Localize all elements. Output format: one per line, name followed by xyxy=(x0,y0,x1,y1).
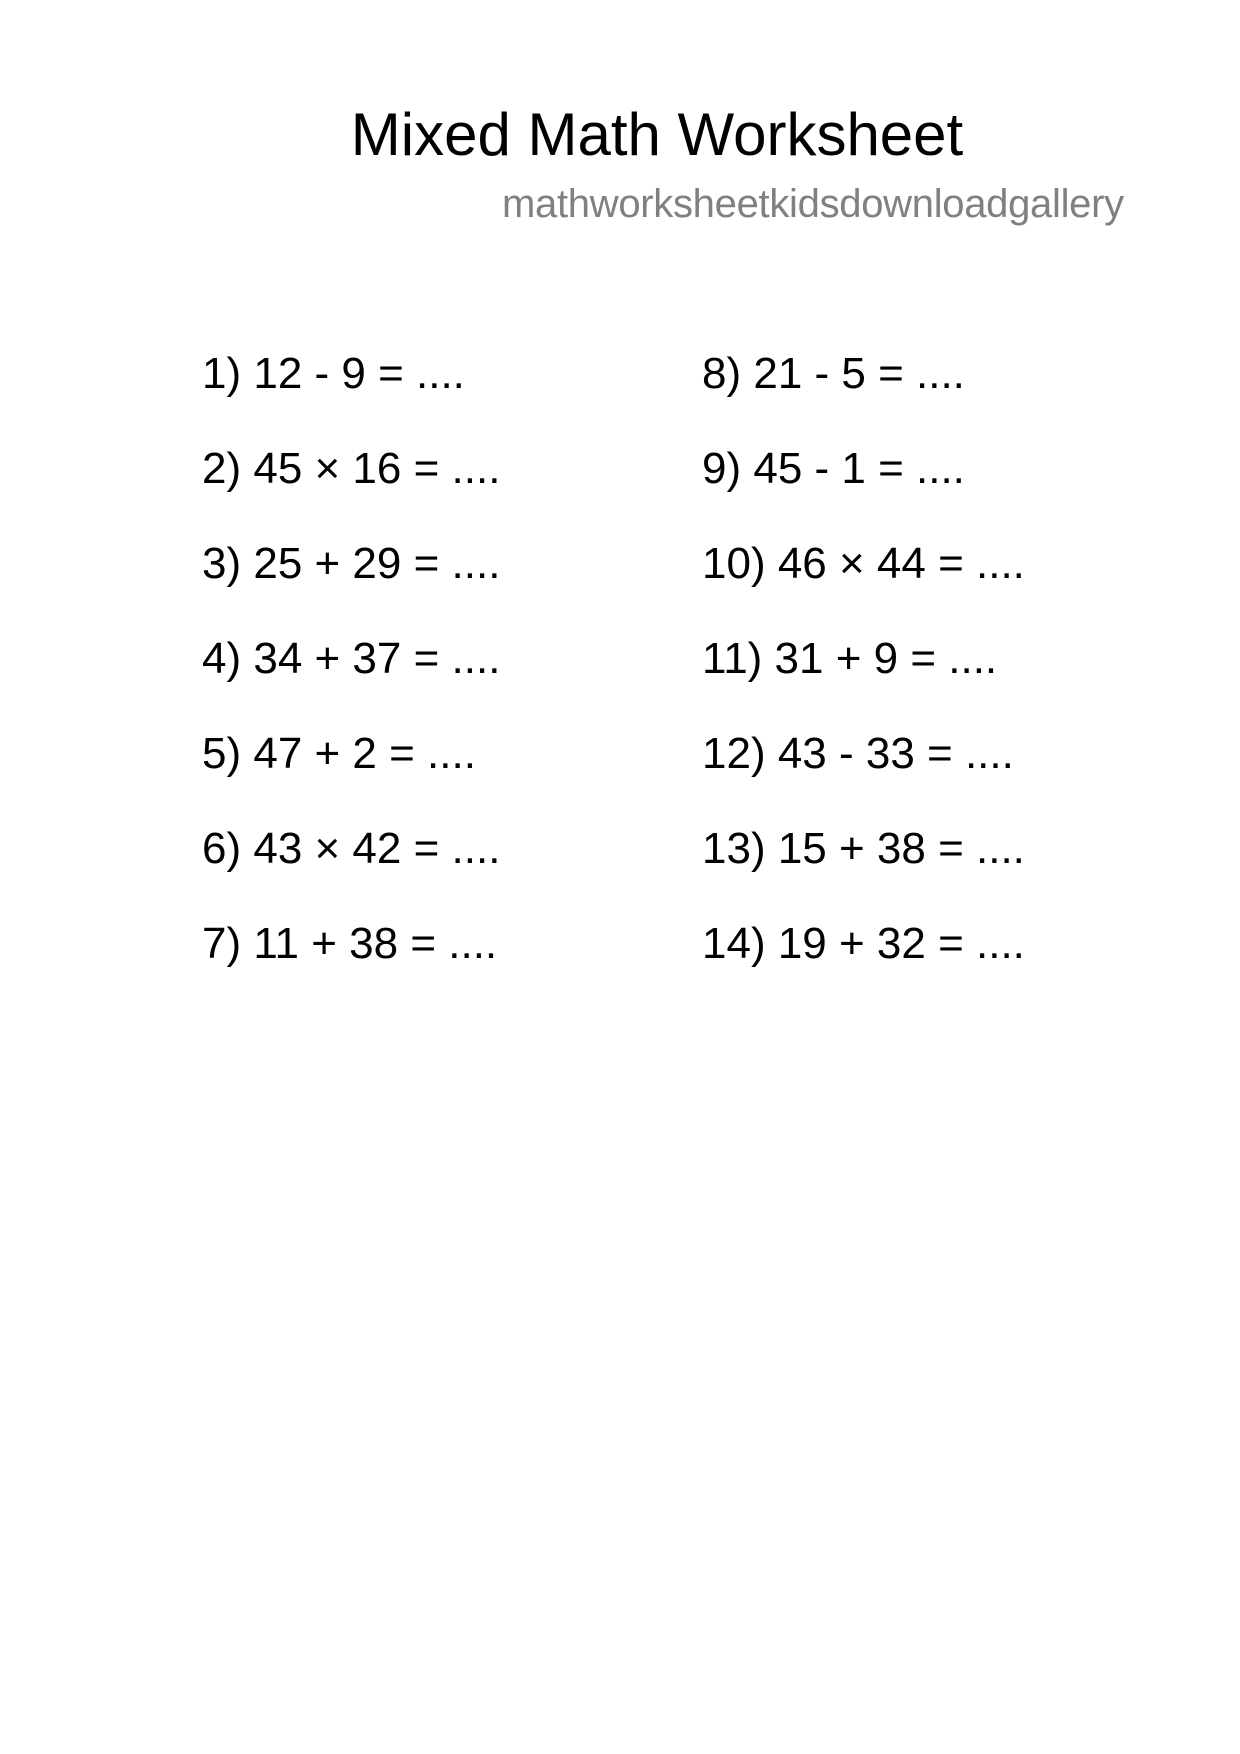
worksheet-subtitle: mathworksheetkidsdownloadgallery xyxy=(502,182,1124,226)
problem-item: 3) 25 + 29 = .... xyxy=(202,539,501,588)
problems-right-column xyxy=(702,346,1025,1011)
problem-item: 7) 11 + 38 = .... xyxy=(202,919,498,968)
problem-item: 2) 45 × 16 = .... xyxy=(202,444,501,493)
problem-item: 14) 19 + 32 = .... xyxy=(702,919,1025,968)
problem-item: 9) 45 - 1 = .... xyxy=(702,444,965,493)
problem-item: 8) 21 - 5 = .... xyxy=(702,349,965,398)
problems-left-column xyxy=(202,346,500,1011)
problem-item: 1) 12 - 9 = .... xyxy=(202,349,465,398)
problem-item: 13) 15 + 38 = .... xyxy=(702,824,1025,873)
problem-item: 12) 43 - 33 = .... xyxy=(702,729,1014,778)
problem-item: 5) 47 + 2 = .... xyxy=(202,729,476,778)
problem-item: 11) 31 + 9 = .... xyxy=(702,634,998,683)
problem-item: 4) 34 + 37 = .... xyxy=(202,634,501,683)
worksheet-title: Mixed Math Worksheet xyxy=(350,101,964,168)
problem-item: 6) 43 × 42 = .... xyxy=(202,824,501,873)
problem-item: 10) 46 × 44 = .... xyxy=(702,539,1025,588)
